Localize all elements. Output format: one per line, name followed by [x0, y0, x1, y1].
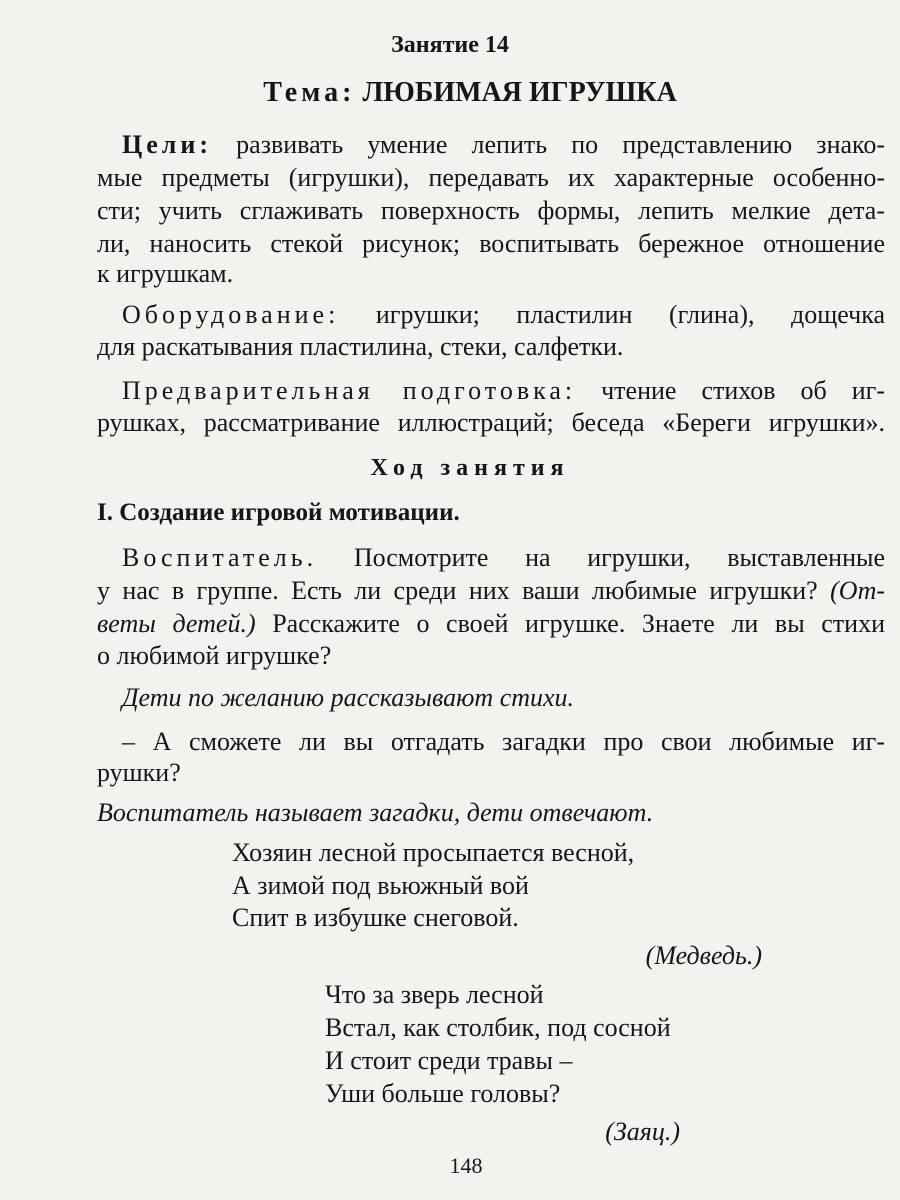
- riddle-answer: (Медведь.): [645, 941, 762, 970]
- preparation-label: Предварительная подготовка:: [122, 376, 577, 405]
- goals-line: ли, наносить стекой рисунок; воспитывать бережное отношение: [97, 229, 885, 258]
- page-number: 148: [449, 1153, 483, 1178]
- equipment-text: игрушки; пластилин (глина), дощечка: [375, 300, 886, 329]
- preparation-line: рушках, рассматривание иллюстраций; беседа «Береги игрушки».: [97, 408, 885, 437]
- riddle-line: И стоит среди травы –: [325, 1046, 573, 1075]
- riddle-answer: (Заяц.): [605, 1117, 680, 1146]
- riddle-line: Уши больше головы?: [325, 1079, 561, 1108]
- lesson-number: Занятие 14: [391, 32, 509, 58]
- topic-title: ЛЮБИМАЯ ИГРУШКА: [362, 77, 677, 108]
- equipment-line: [122, 300, 885, 330]
- speech-text: Расскажите о своей игрушке. Знаете ли вы стихи: [272, 609, 886, 638]
- section-heading: I. Создание игровой мотивации.: [97, 499, 460, 526]
- remark-italic: (От-: [830, 576, 886, 605]
- equipment-label: Оборудование:: [122, 300, 340, 329]
- riddle-line: Спит в избушке снеговой.: [232, 903, 519, 932]
- goals-line: сти; учить сглаживать поверхность формы, лепить мелкие дета-: [97, 196, 885, 225]
- preparation-text: чтение стихов об иг-: [601, 376, 886, 405]
- goals-label: Цели:: [122, 130, 212, 159]
- riddle-line: Встал, как столбик, под сосной: [325, 1013, 671, 1042]
- goals-line: к игрушкам.: [97, 259, 234, 288]
- course-heading: Ход занятия: [370, 455, 570, 481]
- topic-label: Тема:: [263, 77, 356, 108]
- teacher-line: о любимой игрушке?: [97, 641, 332, 670]
- teacher-line: [97, 576, 885, 606]
- speaker-label: Воспитатель.: [122, 543, 318, 572]
- question-line: рушки?: [97, 758, 181, 787]
- speech-text: у нас в группе. Есть ли среди них ваши любимые игрушки?: [97, 576, 818, 605]
- teacher-line: [97, 609, 885, 639]
- teacher-line: [122, 543, 885, 573]
- riddle-line: Хозяин лесной просыпается весной,: [232, 838, 635, 867]
- goals-text: развивать умение лепить по представлению знако-: [236, 130, 886, 159]
- goals-line: мые предметы (игрушки), передавать их характерные особенно-: [97, 163, 885, 192]
- speech-text: Посмотрите на игрушки, выставленные: [353, 543, 885, 572]
- question-line: – А сможете ли вы отгадать загадки про свои любимые иг-: [122, 727, 885, 756]
- preparation-line: [122, 376, 885, 406]
- equipment-line: для раскатывания пластилина, стеки, салфетки.: [97, 332, 624, 361]
- riddle-line: Что за зверь лесной: [325, 980, 544, 1009]
- riddle-line: А зимой под вьюжный вой: [232, 871, 529, 900]
- goals-line: [122, 130, 885, 160]
- topic-heading: [20, 78, 900, 108]
- children-note: Дети по желанию рассказывают стихи.: [122, 683, 575, 712]
- remark-italic: веты детей.): [97, 609, 256, 638]
- riddles-note: Воспитатель называет загадки, дети отвечают.: [97, 798, 654, 827]
